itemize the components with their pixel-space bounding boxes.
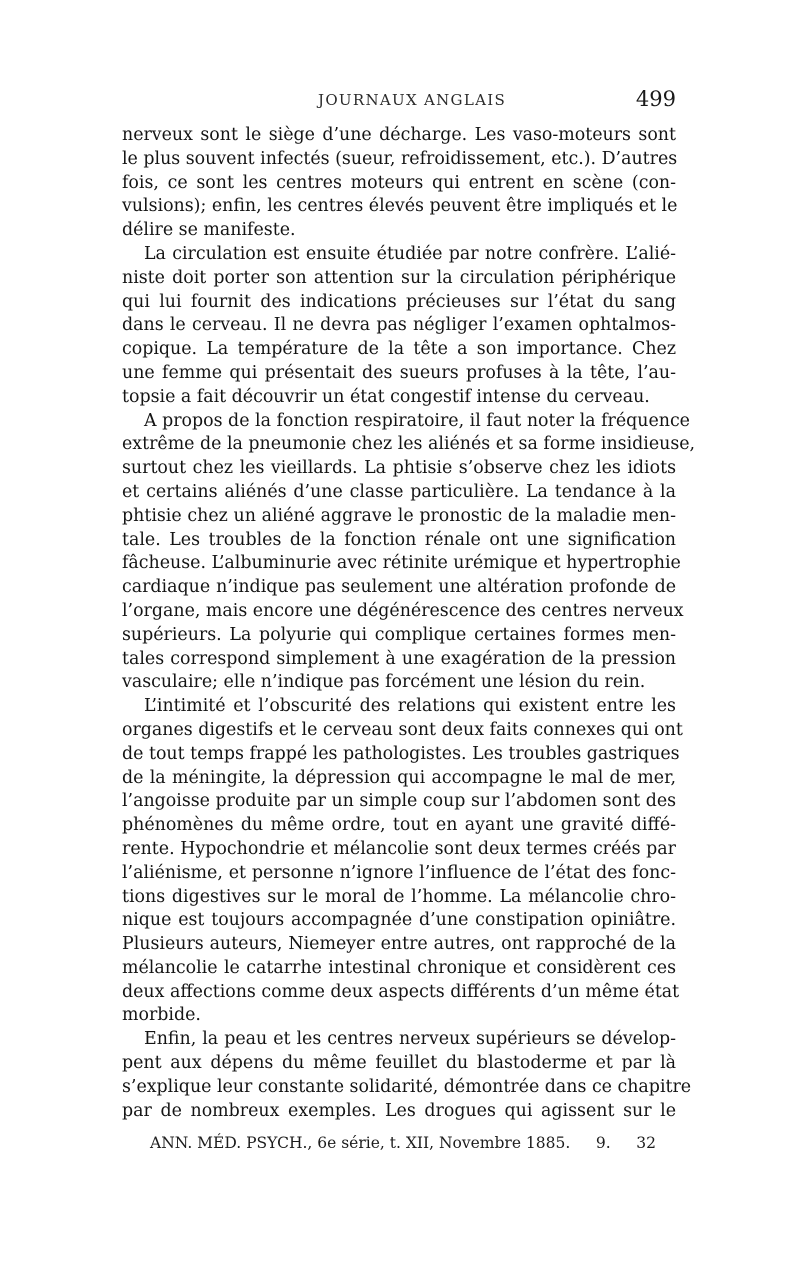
text-line: rente. Hypochondrie et mélancolie sont deux termes créés par xyxy=(122,838,676,859)
text-line: morbide. xyxy=(122,1005,201,1026)
signature-mark: 9. xyxy=(595,1134,611,1152)
text-line: phénomènes du même ordre, tout en ayant une gravité diffé- xyxy=(122,815,676,836)
page-number: 499 xyxy=(635,87,676,111)
text-line: l’aliénisme, et personne n’ignore l’influence de l’état des fonc- xyxy=(122,862,676,883)
text-line: pent aux dépens du même feuillet du blastoderme et par là xyxy=(122,1053,676,1074)
text-line: vulsions); enfin, les centres élevés peuvent être impliqués et le xyxy=(122,196,678,217)
running-head xyxy=(120,87,676,117)
text-line: tales correspond simplement à une exagération de la pression xyxy=(122,648,676,669)
text-line: par de nombreux exemples. Les drogues qui agissent sur le xyxy=(122,1100,676,1121)
text-line: nerveux sont le siège d’une décharge. Les vaso-moteurs sont xyxy=(122,125,676,145)
text-line: qui lui fournit des indications précieuses sur l’état du sang xyxy=(122,291,676,312)
text-line: extrême de la pneumonie chez les aliénés et sa forme insidieuse, xyxy=(122,434,696,455)
text-line: niste doit porter son attention sur la circulation périphérique xyxy=(122,267,676,288)
journal-citation: ANN. MÉD. PSYCH., 6e série, t. XII, Novembre 1885. xyxy=(150,1134,571,1152)
text-line: surtout chez les vieillards. La phtisie s’observe chez les idiots xyxy=(122,458,676,479)
sheet-number: 32 xyxy=(636,1134,656,1152)
text-line: tions digestives sur le moral de l’homme. La mélancolie chro- xyxy=(122,886,676,907)
text-line: et certains aliénés d’une classe particulière. La tendance à la xyxy=(122,481,676,502)
text-line: phtisie chez un aliéné aggrave le pronostic de la maladie men- xyxy=(122,505,676,526)
text-line: une femme qui présentait des sueurs profuses à la tête, l’au- xyxy=(122,362,676,383)
text-line: s’explique leur constante solidarité, démontrée dans ce chapitre xyxy=(122,1076,692,1097)
text-line: l’angoisse produite par un simple coup sur l’abdomen sont des xyxy=(122,791,677,812)
text-line: délire se manifeste. xyxy=(122,220,296,241)
text-line: vasculaire; elle n’indique pas forcément une lésion du rein. xyxy=(122,672,646,693)
text-line: mélancolie le catarrhe intestinal chronique et considèrent ces xyxy=(122,957,676,978)
text-line: copique. La température de la tête a son importance. Chez xyxy=(122,339,676,360)
footer-citation-line xyxy=(150,1134,656,1152)
text-line: l’organe, mais encore une dégénérescence des centres nerveux xyxy=(122,600,684,621)
text-line: le plus souvent infectés (sueur, refroidissement, etc.). D’autres xyxy=(122,148,678,169)
running-title: JOURNAUX ANGLAIS xyxy=(318,91,507,109)
text-line: La circulation est ensuite étudiée par notre confrère. L’alié- xyxy=(144,243,676,264)
text-line: deux affections comme deux aspects différents d’un même état xyxy=(122,981,680,1002)
text-line: fâcheuse. L’albuminurie avec rétinite urémique et hypertrophie xyxy=(122,553,681,574)
text-line: organes digestifs et le cerveau sont deux faits connexes qui ont xyxy=(122,719,683,740)
text-line: de tout temps frappé les pathologistes. Les troubles gastriques xyxy=(122,743,680,764)
body-text xyxy=(122,124,696,1123)
text-line: Plusieurs auteurs, Niemeyer entre autres, ont rapproché de la xyxy=(122,934,676,955)
text-line: topsie a fait découvrir un état congestif intense du cerveau. xyxy=(122,386,650,407)
text-line: tale. Les troubles de la fonction rénale ont une signification xyxy=(122,529,676,550)
text-line: nique est toujours accompagnée d’une constipation opiniâtre. xyxy=(122,910,676,931)
text-line: dans le cerveau. Il ne devra pas négliger l’examen ophtalmos- xyxy=(122,315,676,336)
text-line: Enfin, la peau et les centres nerveux supérieurs se dévelop- xyxy=(144,1029,676,1050)
text-line: A propos de la fonction respiratoire, il faut noter la fréquence xyxy=(144,410,690,431)
text-line: cardiaque n’indique pas seulement une altération profonde de xyxy=(122,577,676,598)
text-line: fois, ce sont les centres moteurs qui entrent en scène (con- xyxy=(122,172,676,193)
text-line: supérieurs. La polyurie qui complique certaines formes men- xyxy=(122,624,676,645)
text-line: L’intimité et l’obscurité des relations qui existent entre les xyxy=(144,696,676,717)
text-line: de la méningite, la dépression qui accompagne le mal de mer, xyxy=(122,767,676,788)
